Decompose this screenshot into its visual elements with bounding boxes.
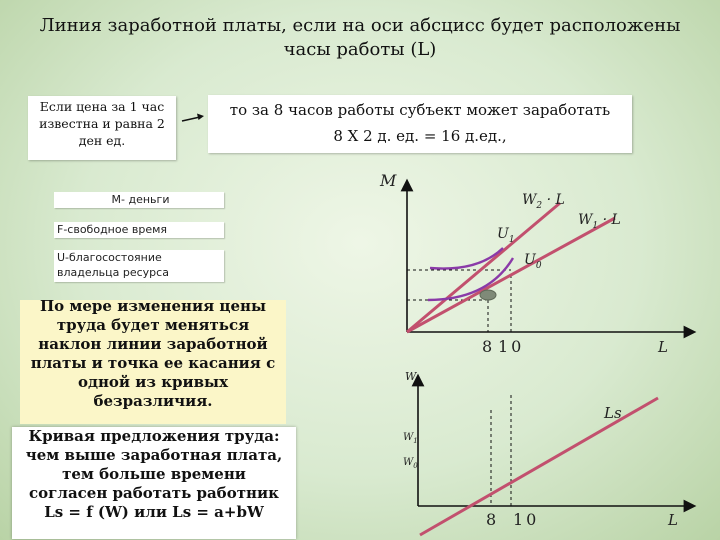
supply-line-5: Ls = f (W) или Ls = a+bW xyxy=(44,503,264,521)
label-u1 xyxy=(497,226,515,245)
label-u0-sub: 0 xyxy=(535,261,542,271)
label-w2-suffix: · L xyxy=(542,192,565,208)
label-w0-axis xyxy=(403,457,418,470)
explanation-line-2: труда будет меняться xyxy=(56,316,250,334)
supply-line-2: чем выше заработная плата, xyxy=(25,446,283,464)
result-line-2: 8 Х 2 д. ед. = 16 д.ед., xyxy=(333,127,507,145)
label-w1-sub: 1 xyxy=(592,221,599,231)
label-w1-axis xyxy=(403,432,418,445)
label-u1-symbol: U xyxy=(497,226,509,242)
top-graph xyxy=(379,171,690,356)
result-line-1: то за 8 часов работы субъект может заработать xyxy=(229,101,611,119)
label-w0-axis-sub: 0 xyxy=(413,462,418,470)
supply-line-4: согласен работать работник xyxy=(29,484,279,502)
explanation-line-3: наклон линии заработной xyxy=(38,335,268,353)
supply-line-3: тем больше времени xyxy=(62,465,246,483)
label-w1-symbol: W xyxy=(578,212,593,228)
top-tick-8: 8 xyxy=(482,337,493,356)
legend-utility-line-2: владельца ресурса xyxy=(57,266,169,279)
bottom-y-axis-label: W xyxy=(405,370,417,383)
legend-utility-line-1: U-благосостояние xyxy=(57,251,162,264)
supply-line-1: Кривая предложения труда: xyxy=(28,427,280,445)
bottom-tick-10: 10 xyxy=(513,510,540,529)
label-w2-sub: 2 xyxy=(536,201,543,211)
bottom-graph xyxy=(403,370,690,535)
top-y-axis-label: M xyxy=(380,171,397,190)
legend-money: М- деньги xyxy=(54,192,224,208)
condition-line-1: Если цена за 1 час xyxy=(39,99,165,114)
label-u1-sub: 1 xyxy=(508,235,515,245)
title-line-1: Линия заработной платы, если на оси абсцисс будет расположены xyxy=(39,15,681,36)
label-w1-axis-symbol: W xyxy=(403,432,414,443)
indifference-curve-u1 xyxy=(430,248,503,269)
explanation-line-4: платы и точка ее касания с xyxy=(30,354,276,372)
label-w2-symbol: W xyxy=(522,192,537,208)
explanation-line-6: безразличия. xyxy=(93,392,213,410)
label-u0 xyxy=(524,252,542,271)
label-u0-symbol: U xyxy=(524,252,536,268)
explanation-line-5: одной из кривых xyxy=(77,373,229,391)
tangency-point xyxy=(480,290,496,300)
condition-line-3: ден ед. xyxy=(78,133,126,148)
label-w2-line xyxy=(522,192,565,211)
bottom-x-axis-label: L xyxy=(668,511,678,529)
title-line-2: часы работы (L) xyxy=(283,39,437,60)
top-x-axis-label: L xyxy=(658,338,668,356)
condition-line-2: известна и равна 2 xyxy=(39,116,165,131)
top-tick-10: 10 xyxy=(498,337,525,356)
legend-free-time: F-свободное время xyxy=(54,222,224,238)
label-w1-suffix: · L xyxy=(598,212,621,228)
supply-line-label: Ls xyxy=(604,404,622,422)
explanation-line-1: По мере изменения цены xyxy=(39,297,267,315)
label-w0-axis-symbol: W xyxy=(403,457,414,468)
bottom-tick-8: 8 xyxy=(486,510,497,529)
label-w1-axis-sub: 1 xyxy=(413,437,418,445)
